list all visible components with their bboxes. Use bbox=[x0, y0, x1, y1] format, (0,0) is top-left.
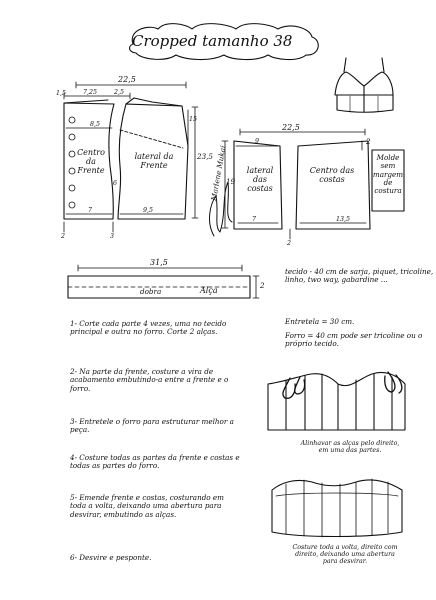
front-side-label: lateral da Frente bbox=[134, 152, 174, 171]
strap-fold-label: dobra bbox=[140, 287, 162, 296]
instruction-step: 2- Na parte da frente, costure a vira de acabamento embutindo-a entre a frente e o forro. bbox=[70, 367, 229, 393]
lining-note: Forro = 40 cm pode ser tricoline ou o próprio tecido. bbox=[285, 331, 423, 349]
cropped-sketch-icon bbox=[335, 58, 393, 112]
figure-caption-straps: Alinhavar as alças pelo direito, em uma das partes. bbox=[300, 440, 400, 455]
mold-note: Molde sem margem de costura bbox=[372, 153, 404, 196]
figure-caption-sewn: Costure toda a volta, direito com direito, deixando uma abertura para desvirar. bbox=[292, 544, 398, 566]
signature: Marlene Mukai bbox=[209, 144, 228, 202]
instruction-step: 6- Desvire e pesponte. bbox=[70, 553, 152, 562]
interfacing-note: Entretela = 30 cm. bbox=[285, 317, 355, 326]
strap-length-label: 31,5 bbox=[150, 258, 168, 267]
page-title: Cropped tamanho 38 bbox=[132, 32, 293, 50]
instruction-step: 5- Emende frente e costas, costurando em toda a volta, deixando uma abertura para desvirar, embutindo as alças. bbox=[70, 493, 224, 519]
back-center-label: Centro das costas bbox=[309, 166, 355, 185]
strap-outline bbox=[68, 265, 259, 298]
instruction-step: 3- Entretele o forro para estruturar melhor a peça. bbox=[70, 417, 234, 435]
back-left-top-label: 9 bbox=[255, 138, 260, 145]
back-below-label: 2 bbox=[287, 240, 292, 247]
front-below-mid-label: 3 bbox=[110, 233, 115, 240]
instruction-step: 4- Costure todas as partes da frente e costas e todas as partes do forro. bbox=[70, 453, 240, 471]
front-mid-label: 6 bbox=[113, 180, 118, 187]
back-bottom-right-label: 13,5 bbox=[336, 216, 351, 223]
front-inner-label: 8,5 bbox=[90, 121, 101, 128]
front-side-top-label: 15 bbox=[189, 116, 198, 123]
back-height-label: 19 bbox=[226, 177, 236, 186]
figure-sewn-around bbox=[272, 479, 402, 537]
fabric-note: tecido - 40 cm de sarja, piquet, tricoline, linho, two way, gabardine ... bbox=[285, 267, 434, 285]
front-bottom-right-label: 9,5 bbox=[143, 207, 154, 214]
back-side-label: lateral das costas bbox=[246, 166, 274, 194]
figure-straps-basted bbox=[268, 372, 405, 430]
back-right-top-label: 2 bbox=[366, 137, 371, 146]
front-top-b-label: 2,5 bbox=[114, 89, 125, 96]
front-height-label: 23,5 bbox=[197, 152, 214, 161]
front-center-label: Centro da Frente bbox=[77, 148, 105, 176]
front-below-left-label: 2 bbox=[61, 233, 66, 240]
strap-height-label: 2 bbox=[260, 281, 265, 290]
front-bottom-left-label: 7 bbox=[88, 207, 93, 214]
instruction-step: 1- Corte cada parte 4 vezes, uma no tecido principal e outra no forro. Corte 2 alças. bbox=[70, 319, 227, 337]
back-width-label: 22,5 bbox=[282, 123, 300, 132]
front-top-a-label: 7,25 bbox=[83, 89, 98, 96]
strap-label: Alça bbox=[200, 286, 218, 295]
front-left-offset-label: 1,5 bbox=[56, 90, 67, 97]
back-bottom-left-label: 7 bbox=[252, 216, 257, 223]
front-width-label: 22,5 bbox=[118, 75, 136, 84]
